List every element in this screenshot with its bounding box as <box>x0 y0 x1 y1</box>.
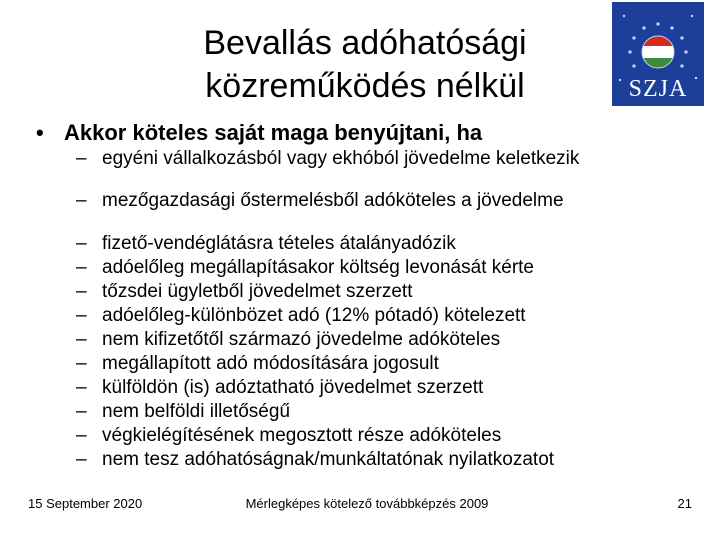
logo-text: SZJA <box>628 76 688 102</box>
slide-title <box>150 22 580 108</box>
footer-course: Mérlegképes kötelező továbbképzés 2009 <box>245 496 489 511</box>
title-line-2: közreműködés nélkül <box>205 67 525 105</box>
list-item: – végkielégítésének megosztott része adóköteles <box>76 425 502 446</box>
list-item: – mezőgazdasági őstermelésből adóköteles a jövedelme <box>76 190 564 211</box>
condition-list <box>76 150 706 474</box>
list-item: – adóelőleg megállapításakor költség levonását kérte <box>76 257 534 278</box>
list-item: – megállapított adó módosítására jogosult <box>76 353 439 374</box>
main-bullet <box>36 119 482 147</box>
szja-logo <box>612 2 704 106</box>
title-line-1: Bevallás adóhatósági <box>203 24 527 62</box>
footer-date: 15 September 2020 <box>28 496 143 511</box>
list-item: – nem kifizetőtől származó jövedelme adóköteles <box>76 329 501 350</box>
main-bullet-text: Akkor köteles saját maga benyújtani, ha <box>64 120 483 145</box>
list-item: – fizető-vendéglátásra tételes átalányadózik <box>76 233 456 254</box>
list-item: – adóelőleg-különbözet adó (12% pótadó) kötelezett <box>76 305 526 326</box>
list-item: – nem belföldi illetőségű <box>76 401 291 422</box>
page-number: 21 <box>677 496 692 511</box>
list-item: – egyéni vállalkozásból vagy ekhóból jövedelme keletkezik <box>76 148 580 169</box>
bullet-dot: • <box>36 120 44 145</box>
list-item: – külföldön (is) adóztatható jövedelmet szerzett <box>76 377 484 398</box>
list-item: – tőzsdei ügyletből jövedelmet szerzett <box>76 281 413 302</box>
list-item: – nem tesz adóhatóságnak/munkáltatónak nyilatkozatot <box>76 449 555 470</box>
